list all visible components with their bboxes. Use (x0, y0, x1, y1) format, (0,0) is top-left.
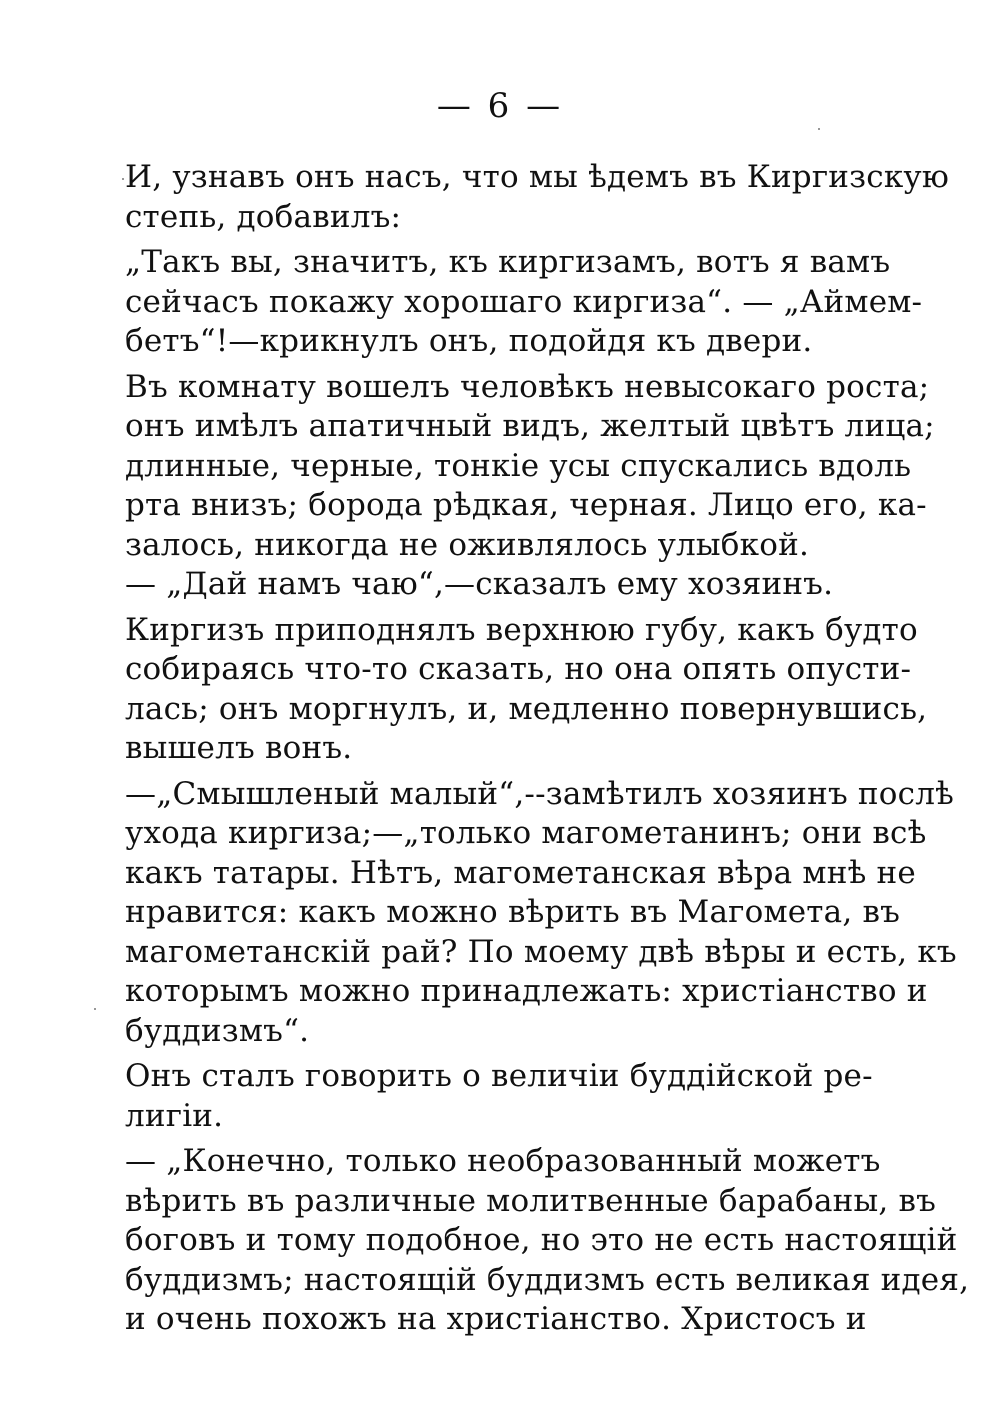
text-line: И, узнавъ онъ насъ, что мы ѣдемъ въ Киргизскую (125, 159, 950, 195)
text-line: бетъ“!—крикнулъ онъ, подойдя къ двери. (125, 323, 813, 359)
text-line: длинные, черные, тонкіе усы спускались вдоль (125, 447, 912, 484)
text-line: буддизмъ; настоящій буддизмъ есть великая идея, (125, 1261, 970, 1298)
text-line: степь, добавилъ: (125, 198, 402, 235)
print-speck (122, 178, 124, 180)
text-line: — „Дай намъ чаю“,—сказалъ ему хозяинъ. (125, 566, 834, 602)
text-line: —„Смышленый малый“,--замѣтилъ хозяинъ послѣ (125, 775, 955, 812)
print-speck (818, 128, 820, 130)
text-line: ухода киргиза;—„только магометанинъ; они всѣ (125, 815, 927, 851)
page-text (125, 158, 970, 1340)
text-line: боговъ и тому подобное, но это не есть настоящій (125, 1222, 958, 1258)
text-line: Онъ сталъ говорить о величіи буддійской ре- (125, 1058, 873, 1094)
text-line: „Такъ вы, значитъ, къ киргизамъ, вотъ я вамъ (125, 244, 891, 280)
text-line: Киргизъ приподнялъ верхнюю губу, какъ будто (125, 611, 918, 648)
print-speck (94, 1008, 96, 1010)
text-line: рта внизъ; борода рѣдкая, черная. Лицо его, ка- (125, 487, 927, 523)
text-line: сейчасъ покажу хорошаго киргиза“. — „Аймем- (125, 283, 923, 320)
text-line: буддизмъ“. (125, 1012, 310, 1049)
text-line: лигіи. (125, 1097, 224, 1134)
text-line: какъ татары. Нѣтъ, магометанская вѣра мнѣ не (125, 854, 916, 891)
text-line: онъ имѣлъ апатичный видъ, желтый цвѣтъ лица; (125, 408, 935, 444)
text-line: магометанскій рай? По моему двѣ вѣры и есть, къ (125, 933, 957, 970)
text-line: собираясь что-то сказать, но она опять опусти- (125, 651, 912, 687)
text-line: лась; онъ моргнулъ, и, медленно повернувшись, (125, 690, 928, 727)
text-line: нравится: какъ можно вѣрить въ Магомета, въ (125, 894, 901, 930)
page-number: — 6 — (436, 86, 564, 126)
text-line: Въ комнату вошелъ человѣкъ невысокаго роста; (125, 368, 930, 405)
text-line: вышелъ вонъ. (125, 730, 353, 766)
text-line: залось, никогда не оживлялось улыбкой. (125, 526, 809, 563)
text-line: — „Конечно, только необразованный можетъ (125, 1143, 881, 1179)
text-line: и очень похожъ на христіанство. Христосъ и (125, 1301, 867, 1337)
text-line: которымъ можно принадлежать: христіанство и (125, 973, 928, 1009)
text-line: вѣрить въ различные молитвенные барабаны, въ (125, 1182, 937, 1219)
